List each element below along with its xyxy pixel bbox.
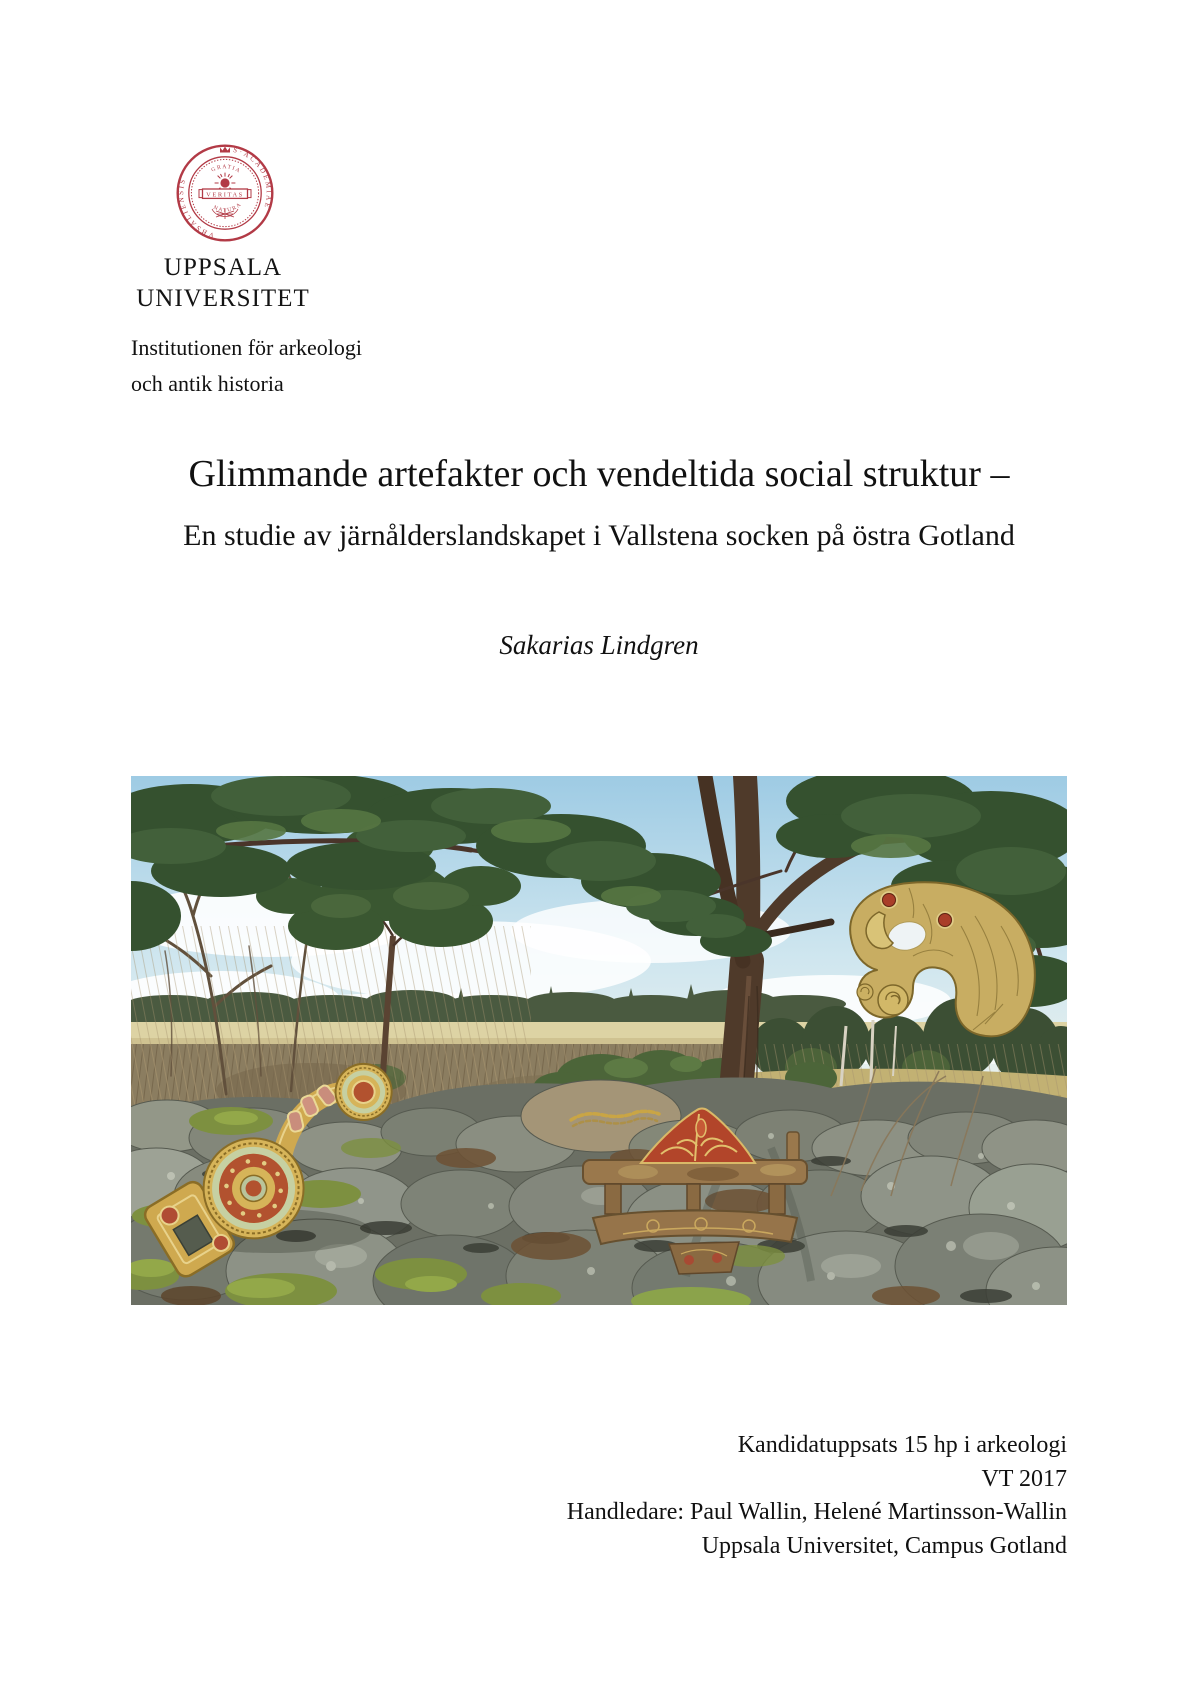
thesis-title: Glimmande artefakter och vendeltida social struktur – [188, 453, 1010, 495]
footer-supervisors-line: Handledare: Paul Wallin, Helené Martinsson-Wallin [566, 1499, 1067, 1525]
svg-text:VBSALIENSIS [177, 177, 215, 240]
department-line1: Institutionen för arkeologi [131, 335, 362, 360]
uppsala-university-seal-icon [173, 143, 277, 243]
department-line2: och antik historia [131, 371, 284, 396]
seal-ring-right-text: S·ACADEMIAE [232, 146, 273, 211]
university-name-line1: UPPSALA [163, 254, 283, 281]
author-name: Sakarias Lindgren [499, 630, 699, 660]
svg-text:NATURA [212, 201, 243, 213]
university-name-line2: UNIVERSITET [136, 285, 310, 312]
cover-photo [131, 776, 1067, 1305]
seal-motto-veritas: VERITAS [206, 191, 244, 199]
footer-course-line: Kandidatuppsats 15 hp i arkeologi [737, 1432, 1067, 1458]
cover-photo-illustration [131, 776, 1067, 1305]
university-name [125, 252, 321, 314]
seal-motto-gratia: GRATIA [210, 164, 242, 175]
footer-term-line: VT 2017 [981, 1465, 1067, 1492]
seal-motto-natura: NATURA [212, 201, 244, 214]
seal-ring-left-text: VBSALIENSIS [177, 176, 216, 240]
svg-text:GRATIA [211, 164, 242, 175]
department-block [131, 330, 362, 402]
thesis-footer [567, 1429, 1067, 1563]
seal-crown-icon [220, 147, 230, 153]
thesis-subtitle: En studie av järnålderslandskapet i Vallstena socken på östra Gotland [183, 519, 1015, 552]
footer-campus-line: Uppsala Universitet, Campus Gotland [701, 1532, 1067, 1559]
seal-veritas-banner [199, 189, 251, 198]
svg-text:S·ACADEMIAE [232, 146, 273, 210]
